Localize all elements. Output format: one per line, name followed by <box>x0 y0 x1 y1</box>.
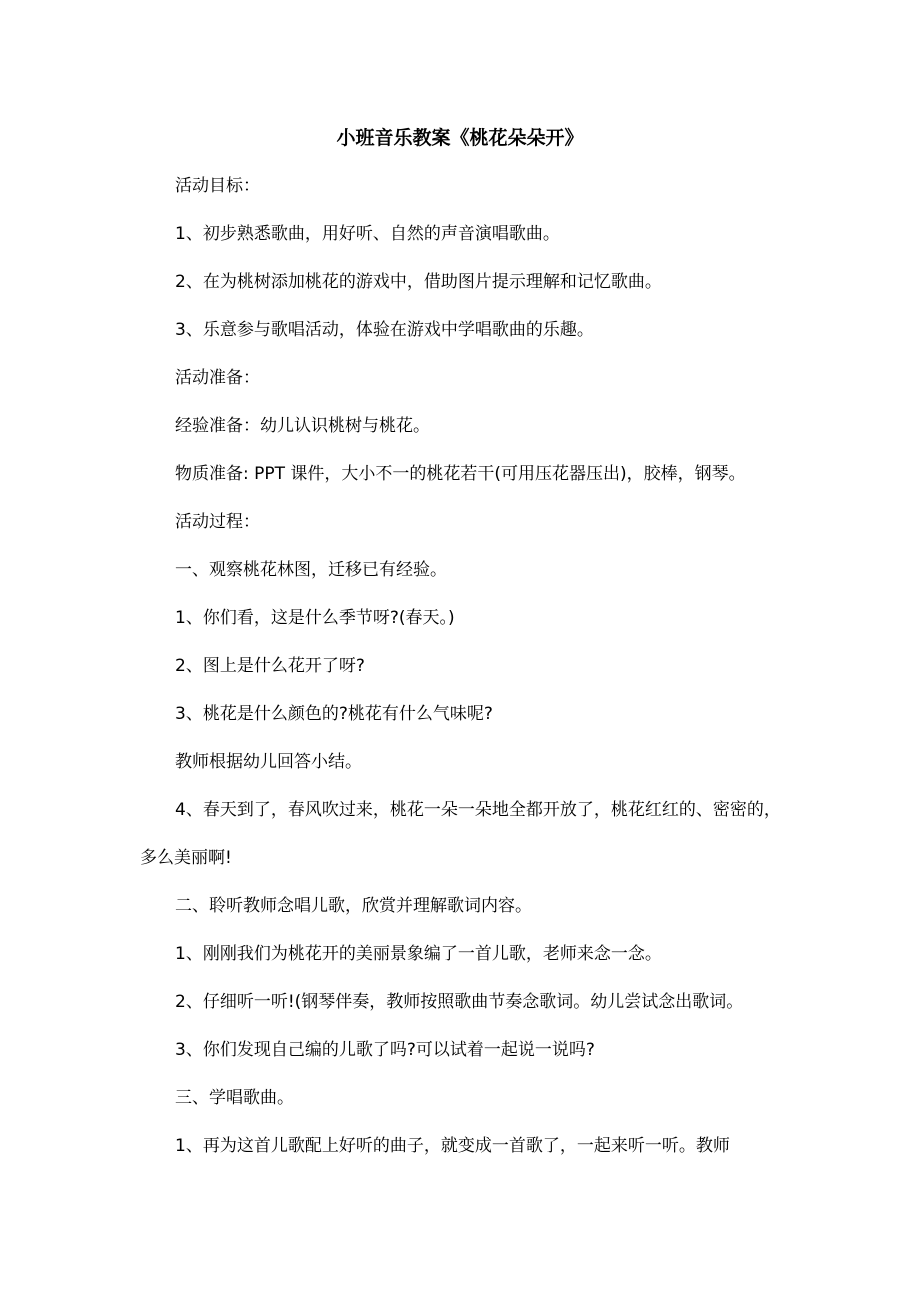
paragraph-activity-goals-heading: 活动目标： <box>175 176 260 196</box>
paragraph-goal-1: 1、初步熟悉歌曲，用好听、自然的声音演唱歌曲。 <box>175 224 560 244</box>
paragraph-goal-2: 2、在为桃树添加桃花的游戏中，借助图片提示理解和记忆歌曲。 <box>175 272 662 292</box>
paragraph-process-heading: 活动过程： <box>175 512 260 532</box>
paragraph-question-3: 3、桃花是什么颜色的?桃花有什么气味呢? <box>175 704 493 724</box>
paragraph-sing-step-1: 1、再为这首儿歌配上好听的曲子，就变成一首歌了，一起来听一听。教师 <box>175 1136 730 1156</box>
paragraph-question-1: 1、你们看，这是什么季节呀?(春天。) <box>175 608 455 628</box>
paragraph-experience-prep: 经验准备：幼儿认识桃树与桃花。 <box>175 416 430 436</box>
paragraph-step-3: 3、你们发现自己编的儿歌了吗?可以试着一起说一说吗? <box>175 1040 595 1060</box>
paragraph-step-2: 2、仔细听一听!(钢琴伴奏，教师按照歌曲节奏念歌词。幼儿尝试念出歌词。 <box>175 992 744 1012</box>
paragraph-goal-3: 3、乐意参与歌唱活动，体验在游戏中学唱歌曲的乐趣。 <box>175 320 594 340</box>
paragraph-section-2: 二、聆听教师念唱儿歌，欣赏并理解歌词内容。 <box>175 896 532 916</box>
paragraph-preparation-heading: 活动准备： <box>175 368 260 388</box>
paragraph-material-prep: 物质准备: PPT 课件，大小不一的桃花若干(可用压花器压出)，胶棒，钢琴。 <box>175 464 746 484</box>
paragraph-question-2: 2、图上是什么花开了呀? <box>175 656 365 676</box>
paragraph-section-1: 一、观察桃花林图，迁移已有经验。 <box>175 560 447 580</box>
paragraph-section-3: 三、学唱歌曲。 <box>175 1088 294 1108</box>
paragraph-teacher-summary: 教师根据幼儿回答小结。 <box>175 752 362 772</box>
document-title: 小班音乐教案《桃花朵朵开》 <box>336 127 584 149</box>
paragraph-step-1: 1、刚刚我们为桃花开的美丽景象编了一首儿歌，老师来念一念。 <box>175 944 662 964</box>
paragraph-question-4: 4、春天到了，春风吹过来，桃花一朵一朵地全都开放了，桃花红红的、密密的，多么美丽啊! <box>140 800 781 868</box>
